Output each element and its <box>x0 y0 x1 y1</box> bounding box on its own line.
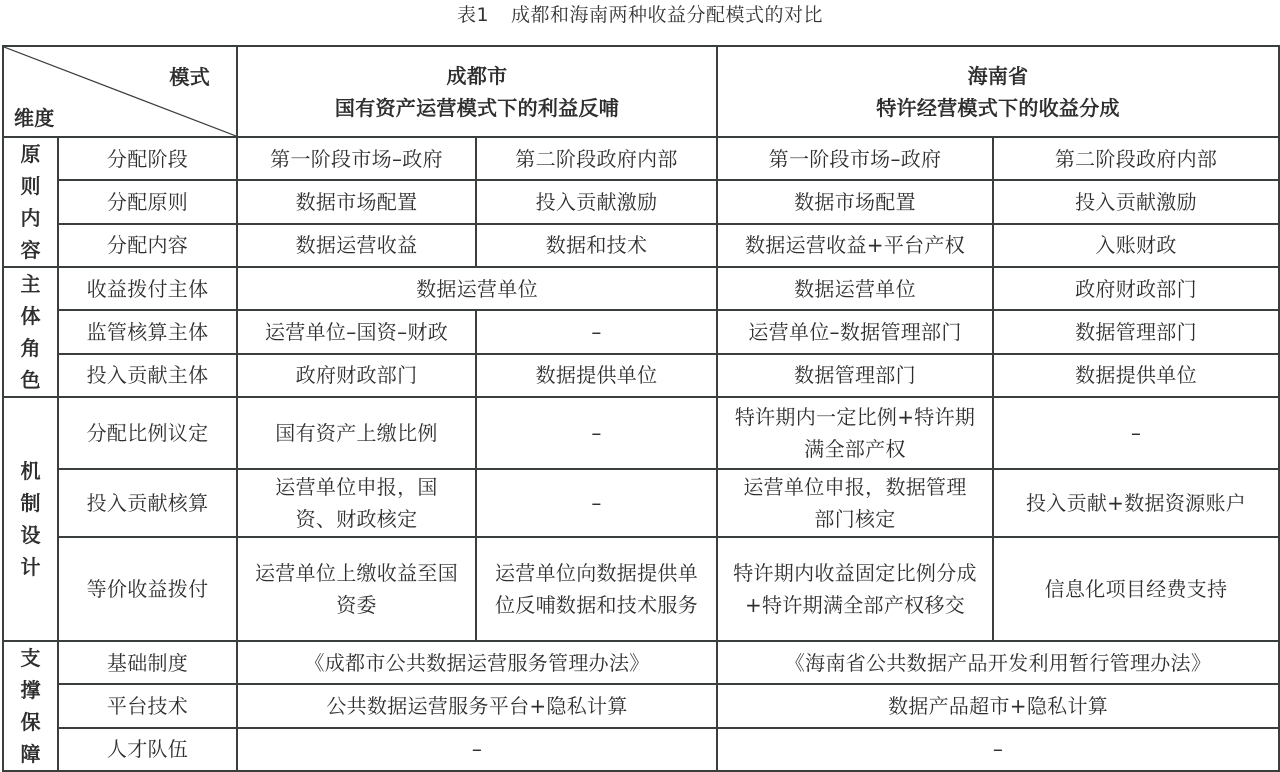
cell: – <box>476 397 717 469</box>
cell: 运营单位申报，国资、财政核定 <box>237 469 476 537</box>
cell: 投入贡献激励 <box>476 180 717 223</box>
cell: 第一阶段市场–政府 <box>717 137 993 180</box>
cell: 数据提供单位 <box>993 354 1279 397</box>
table-row <box>3 224 1279 267</box>
row-label: 监管核算主体 <box>58 310 237 353</box>
group-mechanism <box>3 397 58 641</box>
row-label: 等价收益拨付 <box>58 537 237 641</box>
row-label: 基础制度 <box>58 641 237 684</box>
cell: 数据管理部门 <box>993 310 1279 353</box>
cell: 数据和技术 <box>476 224 717 267</box>
chengdu-header <box>237 46 717 137</box>
comparison-table <box>2 45 1280 772</box>
cell: 数据提供单位 <box>476 354 717 397</box>
cell: – <box>717 728 1279 771</box>
group-label: 原则内容 <box>20 142 41 262</box>
cell: – <box>476 469 717 537</box>
cell: 数据管理部门 <box>717 354 993 397</box>
table-row <box>3 397 1279 469</box>
row-label: 投入贡献核算 <box>58 469 237 537</box>
row-label: 分配阶段 <box>58 137 237 180</box>
cell: 国有资产上缴比例 <box>237 397 476 469</box>
cell: 投入贡献+数据资源账户 <box>993 469 1279 537</box>
table-row <box>3 354 1279 397</box>
cell: 《成都市公共数据运营服务管理办法》 <box>237 641 717 684</box>
row-label: 人才队伍 <box>58 728 237 771</box>
row-label: 收益拨付主体 <box>58 267 237 310</box>
hainan-header <box>717 46 1279 137</box>
cell: 数据运营收益+平台产权 <box>717 224 993 267</box>
row-label: 分配内容 <box>58 224 237 267</box>
chengdu-mode: 国有资产运营模式下的利益反哺 <box>334 95 620 120</box>
cell: – <box>237 728 717 771</box>
cell: 数据运营单位 <box>237 267 717 310</box>
cell: 数据运营单位 <box>717 267 993 310</box>
row-label: 投入贡献主体 <box>58 354 237 397</box>
table-row <box>3 728 1279 771</box>
cell: 运营单位申报，数据管理部门核定 <box>717 469 993 537</box>
table-row <box>3 267 1279 310</box>
group-label: 支撑保障 <box>20 646 41 766</box>
corner-mode-label: 模式 <box>169 65 210 89</box>
corner-header-cell <box>3 46 237 137</box>
cell: 运营单位–国资–财政 <box>237 310 476 353</box>
table-row <box>3 180 1279 223</box>
cell: 数据市场配置 <box>237 180 476 223</box>
cell: 入账财政 <box>993 224 1279 267</box>
table-title: 成都和海南两种收益分配模式的对比 <box>511 4 824 26</box>
hainan-mode: 特许经营模式下的收益分成 <box>876 95 1120 120</box>
table-row <box>3 137 1279 180</box>
cell: 投入贡献激励 <box>993 180 1279 223</box>
cell: 第二阶段政府内部 <box>476 137 717 180</box>
cell: 《海南省公共数据产品开发利用暂行管理办法》 <box>717 641 1279 684</box>
cell: 政府财政部门 <box>993 267 1279 310</box>
cell: 运营单位向数据提供单位反哺数据和技术服务 <box>476 537 717 641</box>
table-row <box>3 310 1279 353</box>
table-number: 表1 <box>456 4 490 26</box>
cell: 运营单位–数据管理部门 <box>717 310 993 353</box>
cell: 公共数据运营服务平台+隐私计算 <box>237 684 717 727</box>
table-row <box>3 537 1279 641</box>
hainan-province: 海南省 <box>967 63 1029 88</box>
group-label: 主体角色 <box>20 272 41 392</box>
chengdu-city: 成都市 <box>446 63 508 88</box>
cell: 第二阶段政府内部 <box>993 137 1279 180</box>
cell: 数据运营收益 <box>237 224 476 267</box>
row-label: 平台技术 <box>58 684 237 727</box>
cell: 政府财政部门 <box>237 354 476 397</box>
cell: 数据产品超市+隐私计算 <box>717 684 1279 727</box>
table-row <box>3 641 1279 684</box>
group-support <box>3 641 58 771</box>
header-row <box>3 46 1279 137</box>
cell: 数据市场配置 <box>717 180 993 223</box>
cell: 运营单位上缴收益至国资委 <box>237 537 476 641</box>
cell: 信息化项目经费支持 <box>993 537 1279 641</box>
cell: 特许期内一定比例+特许期满全部产权 <box>717 397 993 469</box>
row-label: 分配比例议定 <box>58 397 237 469</box>
group-role <box>3 267 58 397</box>
cell: – <box>476 310 717 353</box>
corner-dimension-label: 维度 <box>14 106 55 130</box>
table-caption <box>0 2 1280 28</box>
row-label: 分配原则 <box>58 180 237 223</box>
group-label: 机制设计 <box>20 459 41 579</box>
table-row <box>3 684 1279 727</box>
cell: 特许期内收益固定比例分成+特许期满全部产权移交 <box>717 537 993 641</box>
group-principle <box>3 137 58 267</box>
table-row <box>3 469 1279 537</box>
cell: 第一阶段市场–政府 <box>237 137 476 180</box>
cell: – <box>993 397 1279 469</box>
